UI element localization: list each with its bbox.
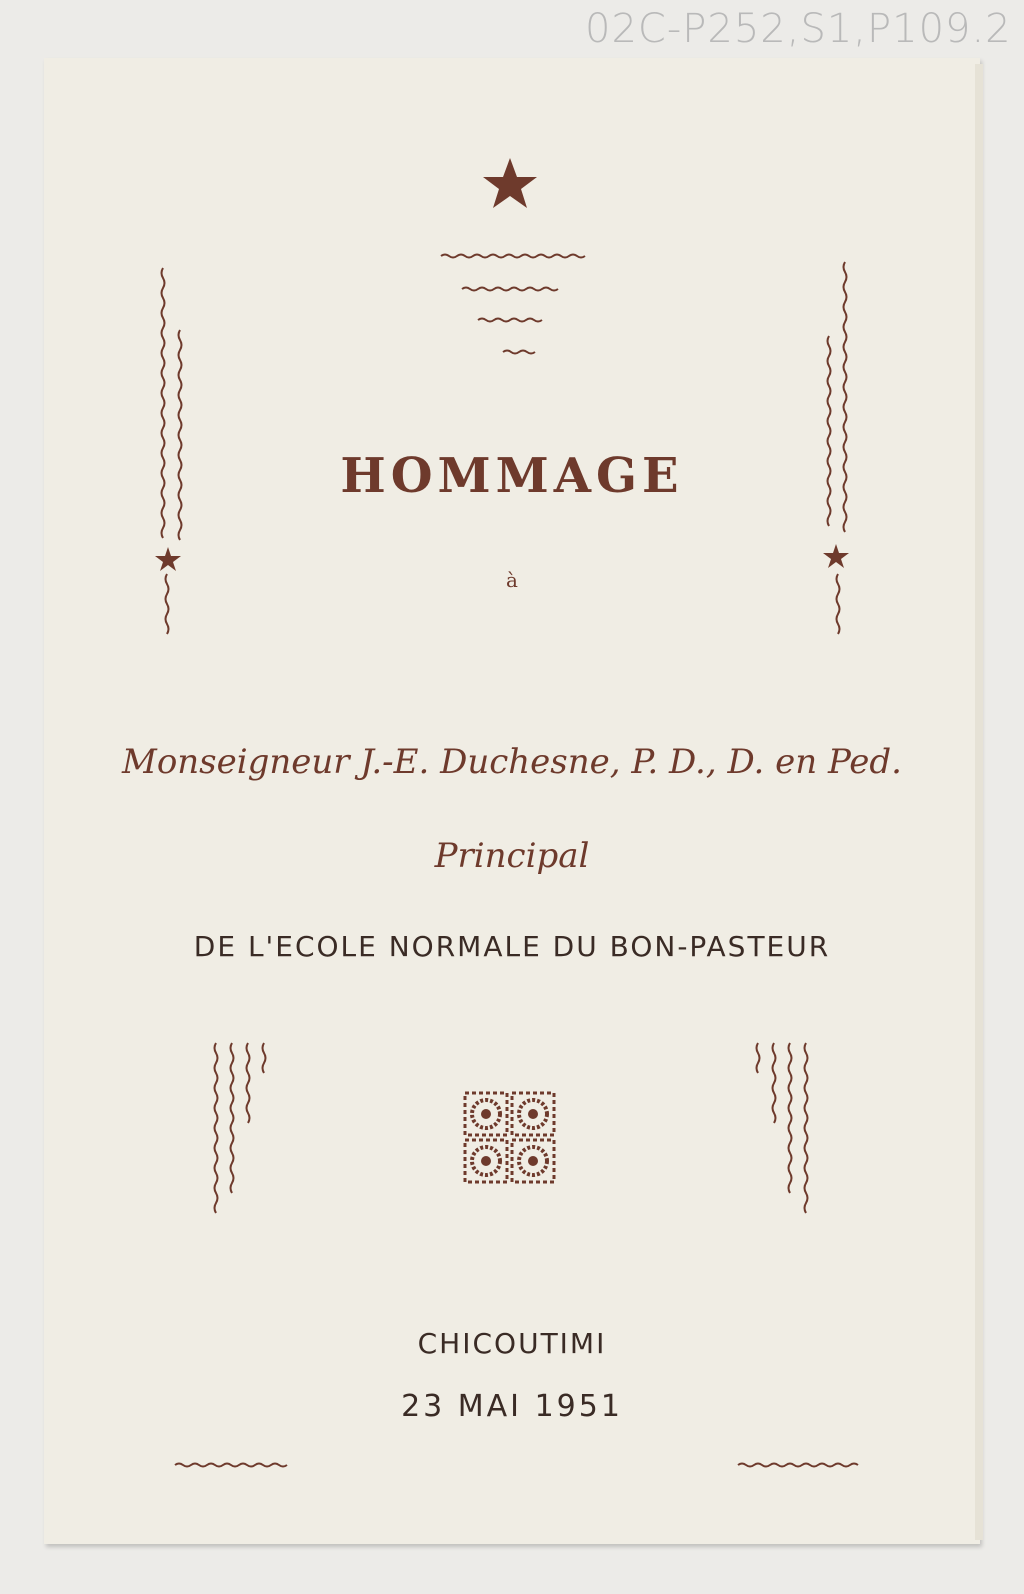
honoree-name: Monseigneur J.-E. Duchesne, P. D., D. en Ped. [122,742,902,782]
honoree-role: Principal [434,836,590,876]
rosette-ornament-icon [465,1093,554,1182]
dedication-word: à [506,568,518,592]
wave-ornament-bottom [175,1464,858,1467]
institution-name: DE L'ECOLE NORMALE DU BON-PASTEUR [193,930,831,963]
lower-left-ornament [215,1043,266,1213]
event-date: 23 MAI 1951 [401,1389,623,1424]
star-icon [823,544,849,568]
lower-right-ornament [757,1043,808,1213]
star-icon [483,158,537,208]
city-name: CHICOUTIMI [417,1327,607,1360]
archive-reference: 02C-P252,S1,P109.2 [585,6,1012,52]
wave-ornament-top [441,255,585,354]
document-title: HOMMAGE [340,448,684,504]
